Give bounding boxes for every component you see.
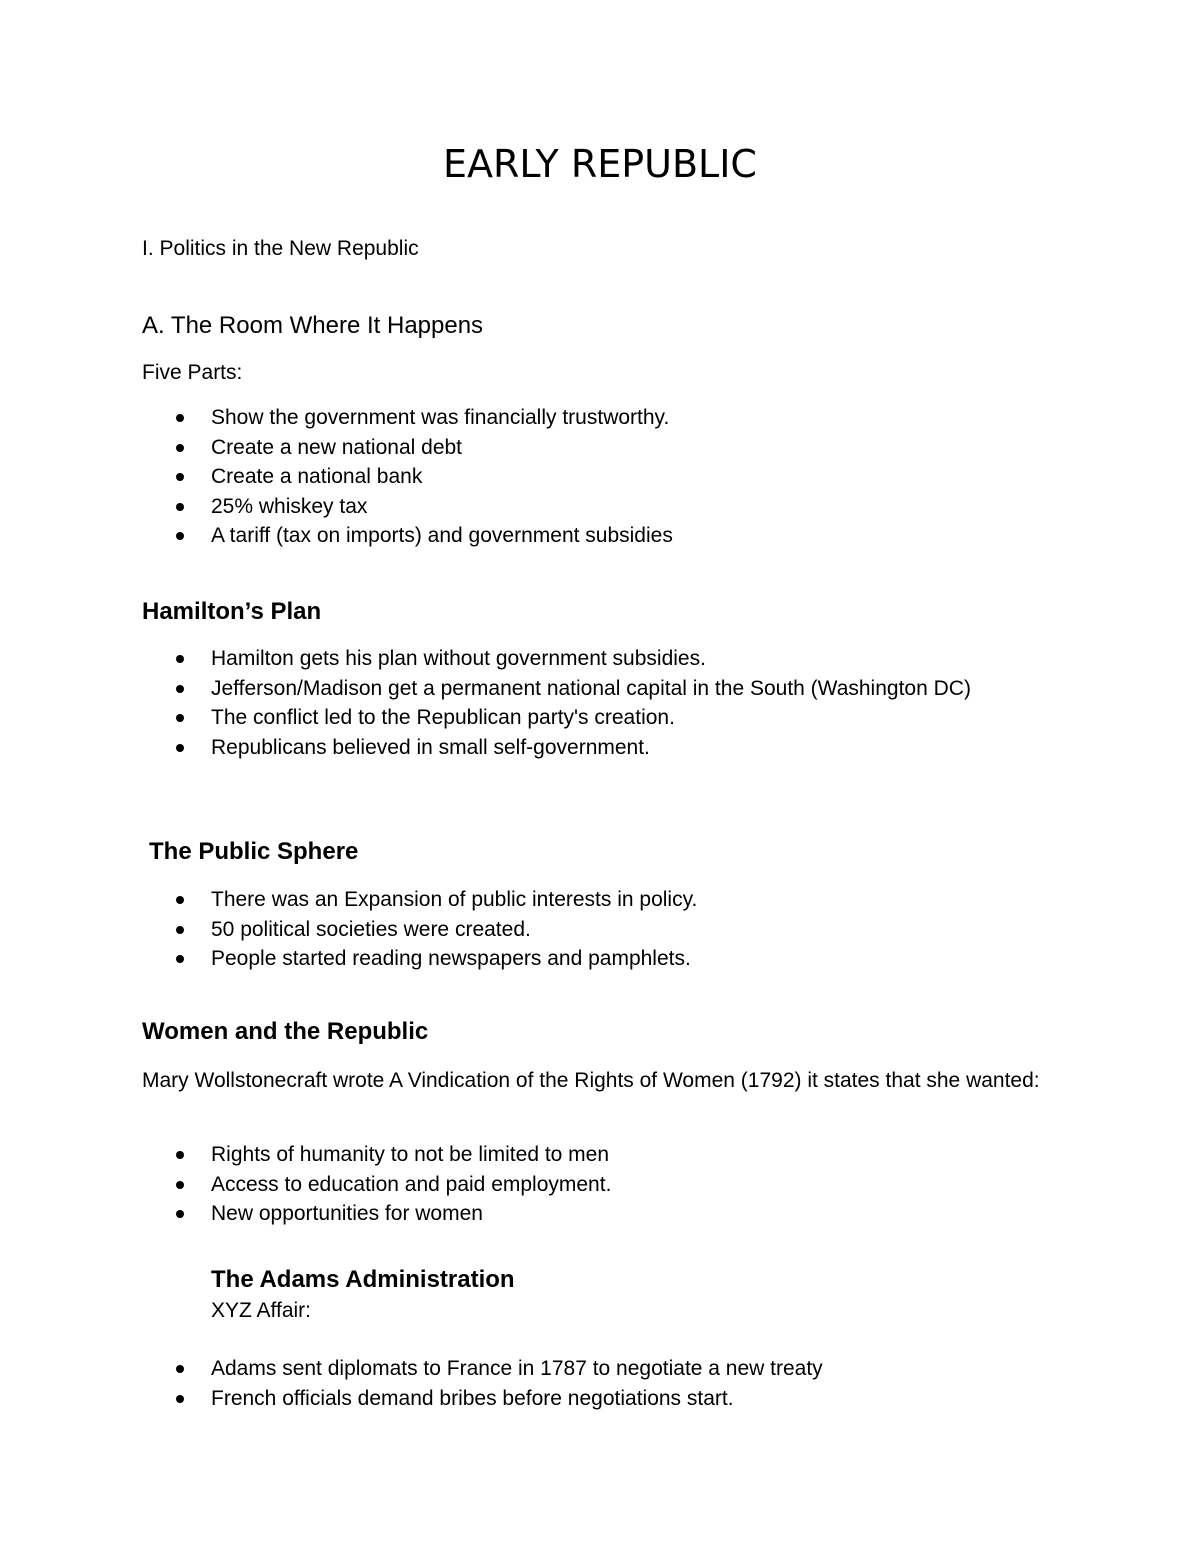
heading-women-republic: Women and the Republic: [142, 1018, 429, 1045]
list-item: Create a new national debt: [0, 433, 1031, 463]
list-item: New opportunities for women: [0, 1199, 1031, 1229]
heading-room-where-it-happens: A. The Room Where It Happens: [142, 312, 484, 339]
list-item: 50 political societies were created.: [0, 915, 1031, 945]
list-item: Show the government was financially trustworthy.: [0, 403, 1031, 433]
heading-adams-administration: The Adams Administration: [211, 1266, 515, 1293]
bullet-icon: [176, 473, 184, 481]
bullet-icon: [176, 655, 184, 663]
list-item: Jefferson/Madison get a permanent national capital in the South (Washington DC): [0, 674, 1031, 704]
bullet-icon: [176, 503, 184, 511]
xyz-affair-label: XYZ Affair:: [211, 1299, 311, 1322]
bullet-icon: [176, 685, 184, 693]
bullet-icon: [176, 444, 184, 452]
list-item: There was an Expansion of public interests in policy.: [0, 885, 1031, 915]
list-item: Adams sent diplomats to France in 1787 to negotiate a new treaty: [0, 1354, 1031, 1384]
list-item: Create a national bank: [0, 462, 1031, 492]
list-item: 25% whiskey tax: [0, 492, 1031, 522]
list-item: Rights of humanity to not be limited to men: [0, 1140, 1031, 1170]
list-item: French officials demand bribes before negotiations start.: [0, 1384, 1031, 1414]
bullet-icon: [176, 414, 184, 422]
list-item: People started reading newspapers and pamphlets.: [0, 944, 1031, 974]
five-parts-label: Five Parts:: [142, 361, 243, 384]
list-item: Republicans believed in small self-government.: [0, 733, 1031, 763]
bullet-icon: [176, 744, 184, 752]
section-heading-politics: I. Politics in the New Republic: [142, 237, 419, 260]
women-list: [0, 1140, 1100, 1229]
bullet-icon: [176, 532, 184, 540]
bullet-icon: [176, 896, 184, 904]
bullet-icon: [176, 1181, 184, 1189]
bullet-icon: [176, 955, 184, 963]
heading-hamiltons-plan: Hamilton’s Plan: [142, 598, 322, 625]
hamilton-list: [0, 644, 1100, 762]
five-parts-list: [0, 403, 1100, 551]
bullet-icon: [176, 926, 184, 934]
bullet-icon: [176, 1395, 184, 1403]
page-title: EARLY REPUBLIC: [443, 142, 757, 186]
list-item: The conflict led to the Republican party's creation.: [0, 703, 1031, 733]
adams-list: [0, 1354, 1100, 1413]
list-item: Hamilton gets his plan without government subsidies.: [0, 644, 1031, 674]
list-item: A tariff (tax on imports) and government subsidies: [0, 521, 1031, 551]
bullet-icon: [176, 1365, 184, 1373]
public-sphere-list: [0, 885, 1100, 974]
bullet-icon: [176, 1151, 184, 1159]
heading-public-sphere: The Public Sphere: [149, 838, 359, 865]
bullet-icon: [176, 1210, 184, 1218]
list-item: Access to education and paid employment.: [0, 1170, 1031, 1200]
bullet-icon: [176, 714, 184, 722]
wollstonecraft-paragraph: Mary Wollstonecraft wrote A Vindication of the Rights of Women (1792) it states that she wanted:: [142, 1069, 1040, 1092]
